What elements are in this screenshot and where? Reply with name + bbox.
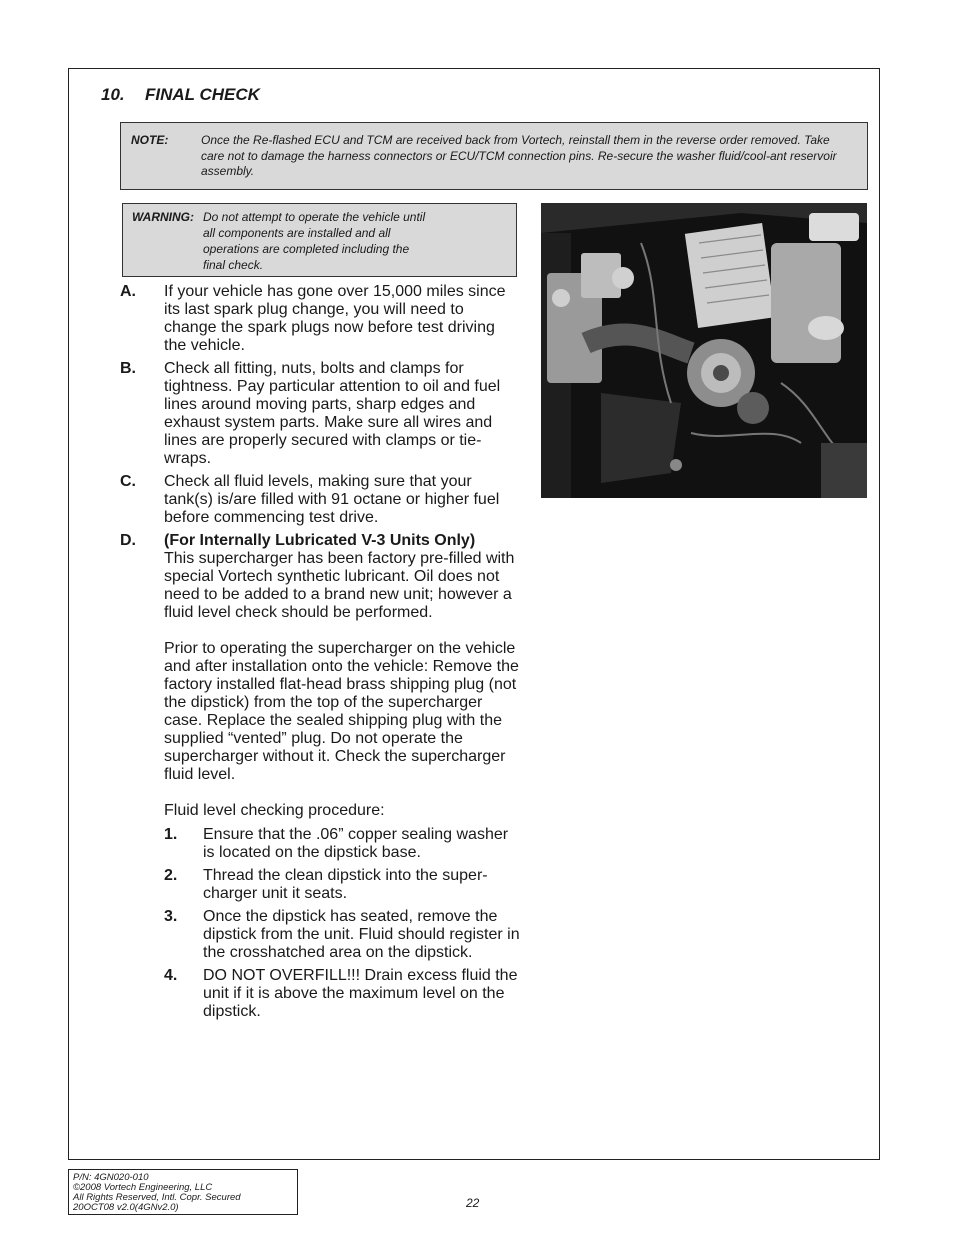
step-number: 3. <box>164 908 178 925</box>
part-number: P/N: 4GN020-010 <box>73 1172 149 1183</box>
list-item <box>120 360 520 468</box>
step-text: Ensure that the .06” copper sealing washer is located on the dipstick base. <box>203 826 509 861</box>
item-text: Check all fitting, nuts, bolts and clamps for tightness. Pay particular attention to oil and fuel lines around moving parts, sharp edges and exhaust system parts. Make sure all wires and lines are properly secured with clamps or tie-wraps. <box>164 360 501 467</box>
rights-notice: All Rights Reserved, Intl. Copr. Secured <box>73 1192 241 1203</box>
step-item <box>164 867 520 903</box>
item-d-paragraph-2: Prior to operating the supercharger on the vehicle and after installation onto the vehicle: Remove the factory installed flat-head brass shipping plug (not the dipstick) from the top of the supercharger case. Replace the sealed shipping plug with the supplied “vented” plug. Do not operate the supercharger without it. Check the supercharger fluid level. <box>164 640 519 783</box>
copyright: ©2008 Vortech Engineering, LLC <box>73 1182 213 1193</box>
item-d-heading: (For Internally Lubricated V-3 Units Only) <box>164 532 476 549</box>
warning-label: WARNING: <box>132 210 194 224</box>
step-item <box>164 967 520 1021</box>
step-item <box>164 826 520 862</box>
item-d-paragraph-1: This supercharger has been factory pre-filled with special Vortech synthetic lubricant. Oil does not need to be added to a brand new unit; however a fluid level check should be performed. <box>164 550 515 621</box>
item-letter: A. <box>120 283 136 300</box>
section-number: 10. <box>101 85 125 104</box>
section-title: FINAL CHECK <box>145 85 260 104</box>
section-heading <box>101 85 260 105</box>
footer-info-box <box>68 1169 298 1215</box>
item-letter: D. <box>120 532 136 549</box>
step-number: 4. <box>164 967 178 984</box>
item-letter: B. <box>120 360 136 377</box>
note-label: NOTE: <box>131 133 169 147</box>
step-number: 2. <box>164 867 178 884</box>
check-list <box>120 283 520 1026</box>
note-text: Once the Re-flashed ECU and TCM are received back from Vortech, reinstall them in the reverse order removed. Take care not to damage the harness connectors or ECU/TCM connection pins. Re-secure the washer fluid/cool-ant reservoir assembly. <box>201 133 837 178</box>
step-text: Once the dipstick has seated, remove the dipstick from the unit. Fluid should register in the crosshatched area on the dipstick. <box>203 908 520 961</box>
list-item <box>120 473 520 527</box>
step-item <box>164 908 520 962</box>
engine-bay-illustration <box>541 203 867 498</box>
warning-box <box>122 203 517 277</box>
step-number: 1. <box>164 826 178 843</box>
step-text: Thread the clean dipstick into the super-charger unit it seats. <box>203 867 488 902</box>
item-letter: C. <box>120 473 136 490</box>
item-text: If your vehicle has gone over 15,000 miles since its last spark plug change, you will need to change the spark plugs now before test driving the vehicle. <box>164 283 506 354</box>
item-d-paragraph-3: Fluid level checking procedure: <box>164 802 385 819</box>
engine-bay-photo <box>541 203 867 498</box>
warning-text: Do not attempt to operate the vehicle until all components are installed and all operations are completed including the final check. <box>203 210 426 272</box>
list-item-d <box>120 532 520 1021</box>
list-item <box>120 283 520 355</box>
item-text: Check all fluid levels, making sure that your tank(s) is/are filled with 91 octane or higher fuel before commencing test drive. <box>164 473 500 526</box>
step-text: DO NOT OVERFILL!!! Drain excess fluid the unit if it is above the maximum level on the dipstick. <box>203 967 518 1020</box>
version: 20OCT08 v2.0(4GNv2.0) <box>73 1202 179 1213</box>
note-box <box>120 122 868 190</box>
procedure-steps <box>164 826 520 1021</box>
page-number: 22 <box>466 1196 480 1210</box>
